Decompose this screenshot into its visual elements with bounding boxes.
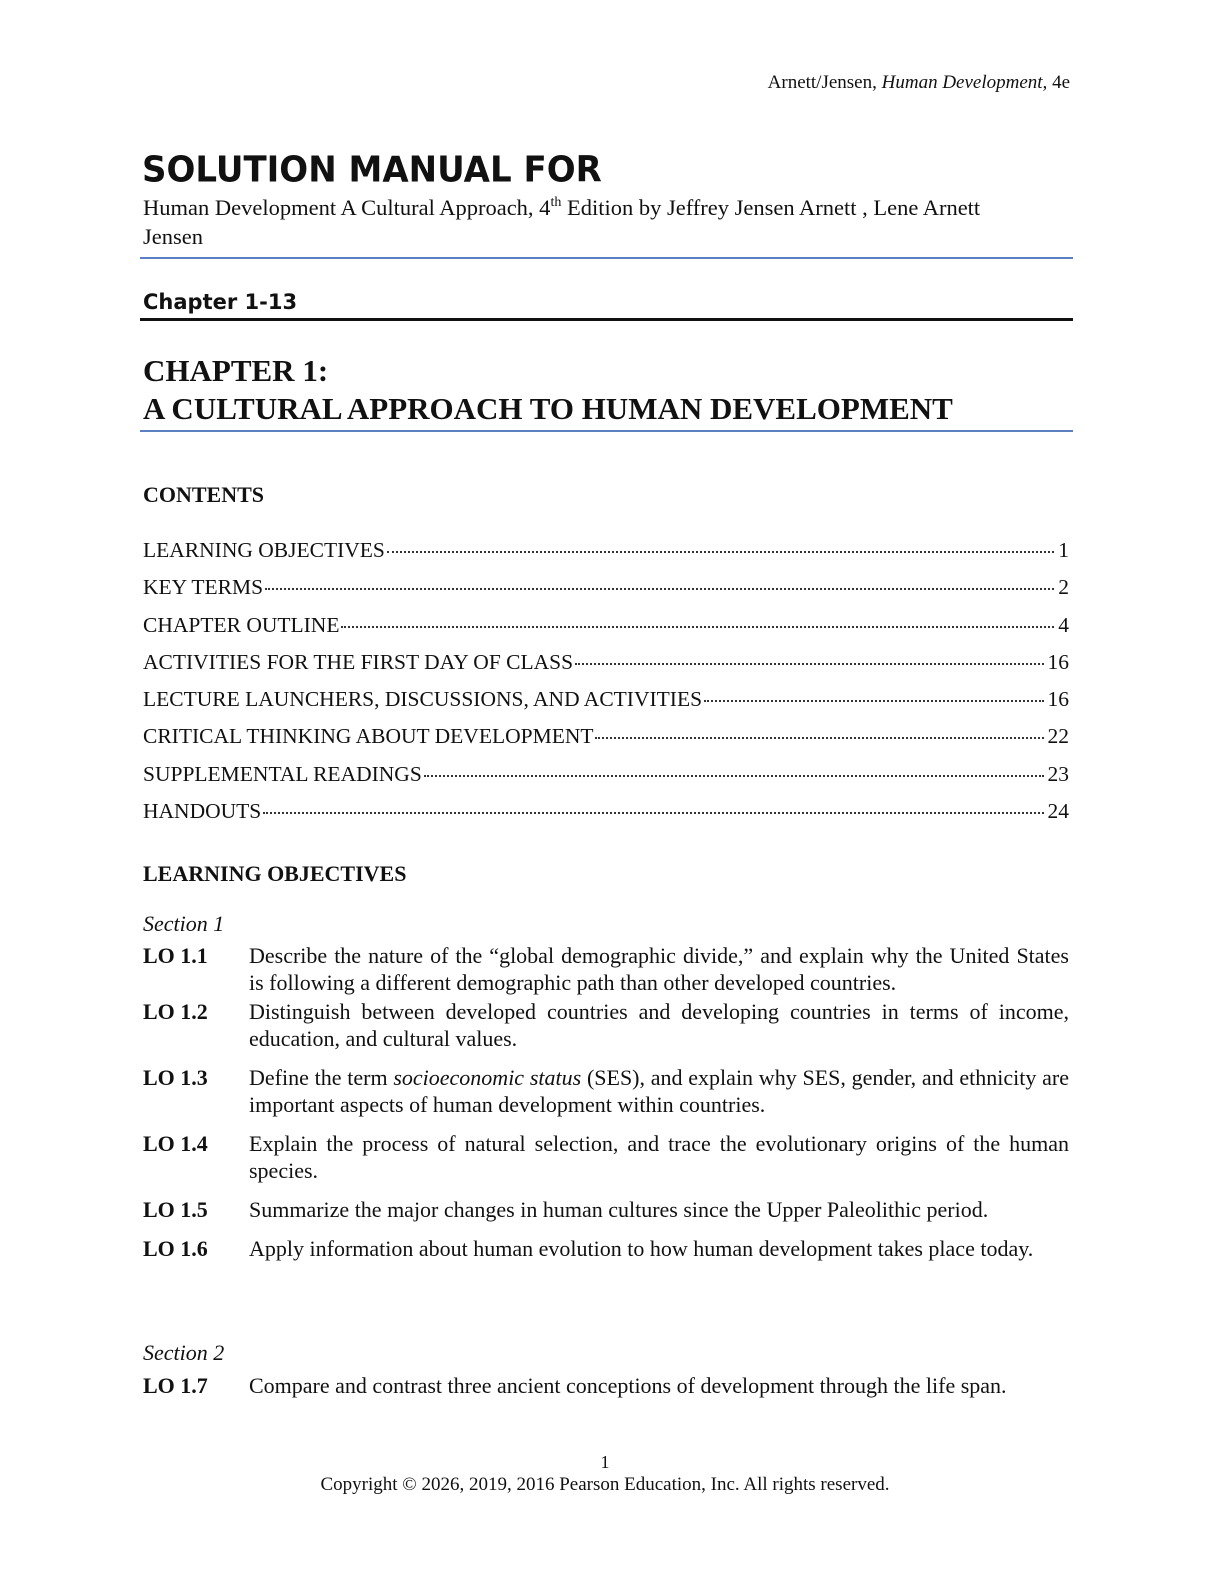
- toc-label: CHAPTER OUTLINE: [143, 612, 340, 637]
- toc-page: 4: [1058, 612, 1069, 637]
- objective-item: [143, 1064, 1069, 1118]
- toc-label: HANDOUTS: [143, 799, 262, 824]
- learning-objectives-list: [143, 942, 1069, 1262]
- toc-leader: [595, 737, 1043, 739]
- toc-leader: [387, 551, 1054, 553]
- toc-entry[interactable]: [143, 613, 1069, 650]
- objective-item: [143, 1130, 1069, 1184]
- objective-term: socioeconomic status: [393, 1065, 582, 1090]
- toc-page: 16: [1047, 649, 1069, 674]
- objective-code: LO 1.1: [143, 943, 208, 968]
- objective-text-before: Define the term: [249, 1065, 394, 1090]
- toc-leader: [704, 700, 1043, 702]
- chapter-number: CHAPTER 1:: [143, 353, 329, 388]
- subtitle-part1: Human Development A Cultural Approach, 4: [143, 195, 551, 220]
- objective-text: Distinguish between developed countries and developing countries in terms of income, education, and cultural values.: [249, 999, 1069, 1051]
- toc-leader: [424, 775, 1044, 777]
- objective-text: Compare and contrast three ancient conceptions of development through the life span.: [249, 1373, 1007, 1398]
- toc-leader: [265, 588, 1054, 590]
- chapter-heading: [143, 352, 953, 428]
- toc-page: 16: [1047, 687, 1069, 712]
- toc-entry[interactable]: [143, 650, 1069, 687]
- objective-text: [249, 1064, 1069, 1118]
- objective-item: [143, 998, 1069, 1052]
- page-number: 1: [600, 1452, 610, 1472]
- toc-leader: [341, 626, 1054, 628]
- toc-page: 24: [1047, 799, 1069, 824]
- section-2-label: Section 2: [143, 1340, 225, 1365]
- toc-label: LEARNING OBJECTIVES: [143, 538, 385, 562]
- toc-page: 22: [1047, 724, 1069, 749]
- toc-entry[interactable]: [143, 762, 1069, 799]
- chapter-range-divider: [140, 318, 1073, 321]
- objective-text: Apply information about human evolution to how human development takes place today.: [249, 1236, 1034, 1261]
- toc-label: ACTIVITIES FOR THE FIRST DAY OF CLASS: [143, 649, 574, 674]
- toc-page: 23: [1047, 761, 1069, 786]
- toc-label: KEY TERMS: [143, 575, 264, 600]
- toc-leader: [263, 812, 1043, 814]
- section-1-label: Section 1: [143, 911, 225, 936]
- toc-label: LECTURE LAUNCHERS, DISCUSSIONS, AND ACTIVITIES: [143, 687, 703, 712]
- header-edition: 4e: [1052, 72, 1070, 93]
- toc-entry[interactable]: [143, 799, 1069, 836]
- table-of-contents: [143, 538, 1069, 836]
- copyright-notice: Copyright © 2026, 2019, 2016 Pearson Education, Inc. All rights reserved.: [320, 1474, 890, 1495]
- objective-item: [143, 942, 1069, 996]
- chapter-title: A CULTURAL APPROACH TO HUMAN DEVELOPMENT: [143, 391, 953, 426]
- objective-text-after: (SES), and explain why SES, gender, and ethnicity are important aspects of human development within countries.: [249, 1065, 1069, 1117]
- learning-objectives-list-section-2: [143, 1372, 1069, 1399]
- manual-subtitle: [143, 193, 1043, 251]
- toc-entry[interactable]: [143, 538, 1069, 575]
- objective-text: Summarize the major changes in human cultures since the Upper Paleolithic period.: [249, 1197, 989, 1222]
- toc-label: CRITICAL THINKING ABOUT DEVELOPMENT: [143, 724, 594, 749]
- title-divider: [140, 257, 1073, 259]
- objective-code: LO 1.4: [143, 1131, 208, 1156]
- objective-code: LO 1.2: [143, 999, 208, 1024]
- header-book-title: Human Development,: [881, 72, 1048, 93]
- contents-heading: CONTENTS: [143, 482, 265, 507]
- toc-leader: [575, 663, 1043, 665]
- chapter-range: Chapter 1-13: [143, 290, 298, 314]
- objective-item: [143, 1372, 1069, 1399]
- objective-code: LO 1.7: [143, 1373, 208, 1398]
- toc-entry[interactable]: [143, 687, 1069, 724]
- toc-page: 1: [1058, 538, 1069, 562]
- learning-objectives-heading: LEARNING OBJECTIVES: [143, 861, 407, 886]
- manual-title: SOLUTION MANUAL FOR: [142, 149, 602, 191]
- objective-item: [143, 1235, 1069, 1262]
- chapter-divider: [140, 430, 1073, 432]
- objective-text: Describe the nature of the “global demographic divide,” and explain why the United States is following a different demographic path than other developed countries.: [249, 943, 1069, 995]
- objective-text: Explain the process of natural selection, and trace the evolutionary origins of the human species.: [249, 1131, 1069, 1183]
- objective-item: [143, 1196, 1069, 1223]
- toc-label: SUPPLEMENTAL READINGS: [143, 761, 422, 786]
- toc-entry[interactable]: [143, 575, 1069, 612]
- objective-code: LO 1.5: [143, 1197, 208, 1222]
- toc-page: 2: [1058, 575, 1069, 600]
- subtitle-part2: Edition by Jeffrey Jensen Arnett , Lene Arnett Jensen: [143, 195, 981, 249]
- subtitle-ordinal: th: [550, 195, 562, 210]
- objective-code: LO 1.6: [143, 1236, 208, 1261]
- header-authors: Arnett/Jensen,: [767, 72, 877, 93]
- running-header: [768, 72, 1070, 94]
- objective-code: LO 1.3: [143, 1065, 208, 1090]
- toc-entry[interactable]: [143, 724, 1069, 761]
